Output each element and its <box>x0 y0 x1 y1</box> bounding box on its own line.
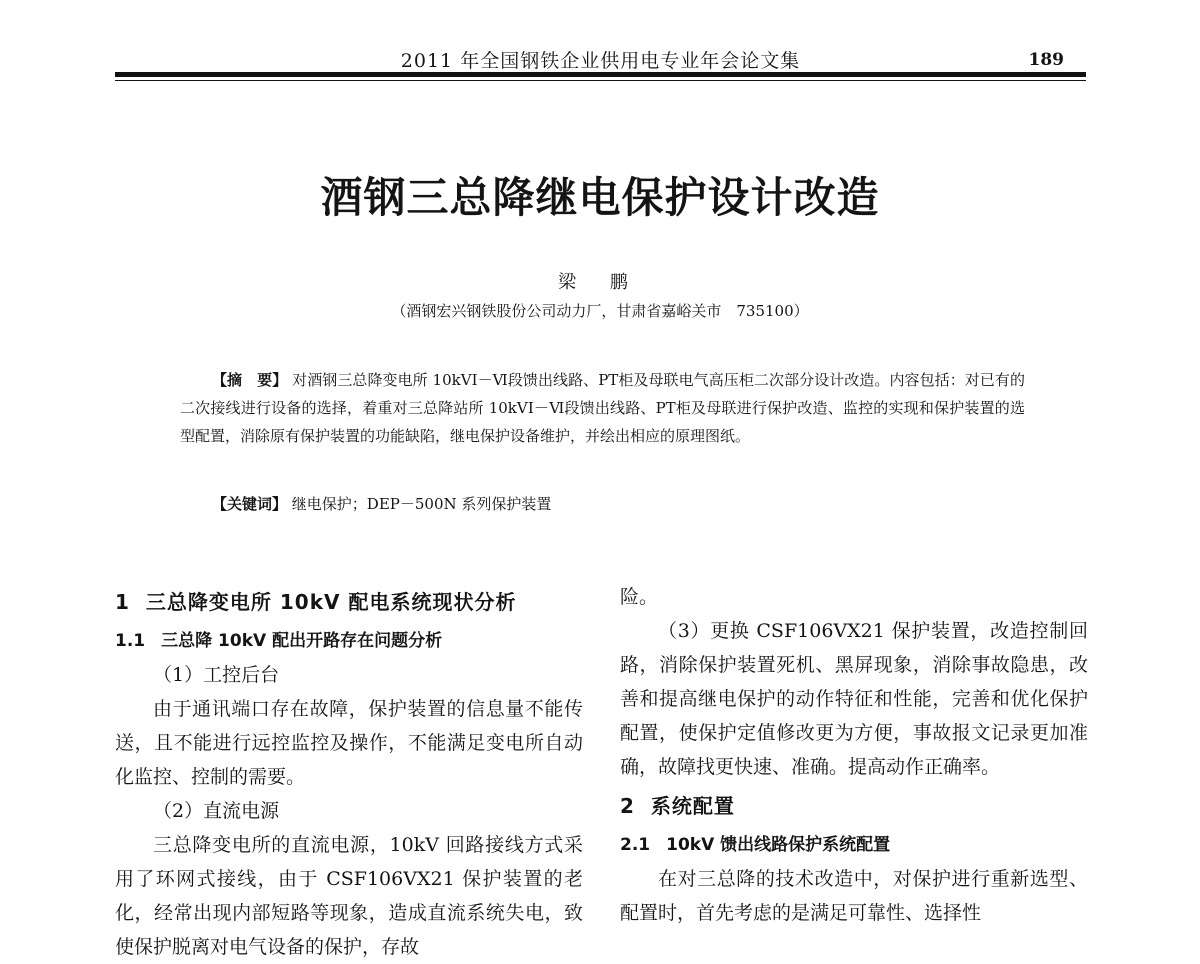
header-rule-thick <box>115 72 1086 77</box>
item-title: （2）直流电源 <box>153 800 280 822</box>
abstract-label: 【摘 要】 <box>212 371 288 389</box>
subsection-number: 1.1 <box>115 631 146 651</box>
section-number: 2 <box>620 794 635 818</box>
header-rule-thin <box>115 80 1086 81</box>
section-heading <box>620 784 1088 828</box>
paragraph: 由于通讯端口存在故障，保护装置的信息量不能传送，且不能进行远控监控及操作，不能满足变电所自动化监控、控制的需要。 <box>115 698 583 788</box>
keywords-label: 【关键词】 <box>212 495 288 513</box>
abstract <box>180 366 1025 450</box>
subsection-title: 三总降 10kV 配出开路存在问题分析 <box>161 631 443 651</box>
keywords-text: 继电保护；DEP－500N 系列保护装置 <box>291 495 552 513</box>
subsection-number: 2.1 <box>620 835 651 855</box>
running-header <box>115 40 1086 72</box>
section-heading <box>115 580 583 624</box>
subsection-title: 10kV 馈出线路保护系统配置 <box>666 835 891 855</box>
subsection-heading <box>115 624 583 658</box>
right-column <box>620 580 1088 930</box>
paragraph-continuation: 险。 <box>620 586 659 608</box>
page-number: 189 <box>1028 50 1064 70</box>
author: 梁 鹏 <box>558 272 642 293</box>
affiliation: （酒钢宏兴钢铁股份公司动力厂，甘肃省嘉峪关市 735100） <box>391 302 809 320</box>
running-title: 2011 年全国钢铁企业供用电专业年会论文集 <box>400 50 801 72</box>
abstract-text: 对酒钢三总降变电所 10kVⅠ－Ⅵ段馈出线路、PT柜及母联电气高压柜二次部分设计改造。内容包括：对已有的二次接线进行设备的选择，着重对三总降站所 10kVⅠ－Ⅵ段馈出线路、PT柜及母联进行保护改造、监控的实现和保护装置的选型配置，消除原有保护装置的功能缺陷，继电保护设备维护，并绘出相应的原理图纸。 <box>180 371 1025 445</box>
keywords <box>212 490 1025 518</box>
paper-title: 酒钢三总降继电保护设计改造 <box>320 173 880 222</box>
subsection-heading <box>620 828 1088 862</box>
paragraph: （3）更换 CSF106VX21 保护装置，改造控制回路，消除保护装置死机、黑屏现象，消除事故隐患，改善和提高继电保护的动作特征和性能，完善和优化保护配置，使保护定值修改更为方便，事故报文记录更加准确，故障找更快速、准确。提高动作正确率。 <box>620 620 1088 778</box>
left-column <box>115 580 583 964</box>
paragraph: 在对三总降的技术改造中，对保护进行重新选型、配置时，首先考虑的是满足可靠性、选择性 <box>620 868 1088 924</box>
section-number: 1 <box>115 590 130 614</box>
section-title: 三总降变电所 10kV 配电系统现状分析 <box>145 590 517 614</box>
paragraph: 三总降变电所的直流电源，10kV 回路接线方式采用了环网式接线，由于 CSF106VX21 保护装置的老化，经常出现内部短路等现象，造成直流系统失电，致使保护脱离对电气设备的保护，存故 <box>115 834 583 958</box>
item-title: （1）工控后台 <box>153 664 280 686</box>
section-title: 系统配置 <box>650 794 735 818</box>
